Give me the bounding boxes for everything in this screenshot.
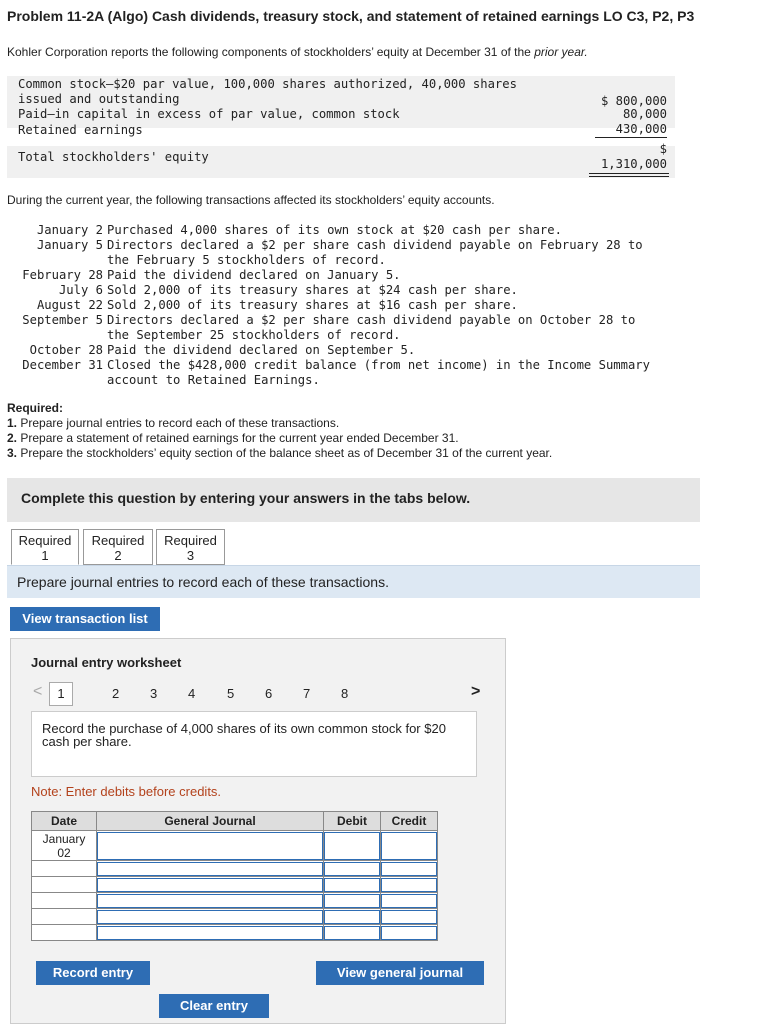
complete-banner: Complete this question by entering your answers in the tabs below.	[7, 478, 700, 522]
equity-row-retained-label: Retained earnings	[18, 123, 143, 137]
equity-row-total-dollar: $	[659, 142, 667, 156]
tx-text: the September 25 stockholders of record.	[107, 328, 401, 342]
debit-input[interactable]	[324, 909, 381, 925]
tx-text: Closed the $428,000 credit balance (from net income) in the Income Summary	[107, 358, 650, 372]
journal-worksheet	[10, 638, 506, 1024]
clear-entry-button[interactable]: Clear entry	[159, 994, 269, 1018]
transaction-list	[7, 223, 727, 393]
tx-date: February 28	[22, 268, 103, 282]
journal-account-input[interactable]	[97, 861, 324, 877]
page-7[interactable]: 7	[303, 686, 311, 701]
tx-date: December 31	[22, 358, 103, 372]
equity-row-common-label-1: Common stock–$20 par value, 100,000 shares authorized, 40,000 shares	[18, 77, 517, 91]
date-cell	[32, 909, 97, 925]
equity-table	[7, 76, 675, 178]
journal-account-input[interactable]	[97, 877, 324, 893]
tx-text: Sold 2,000 of its treasury shares at $16 cash per share.	[107, 298, 518, 312]
tx-text: Directors declared a $2 per share cash dividend payable on February 28 to	[107, 238, 643, 252]
page-4[interactable]: 4	[188, 686, 196, 701]
page-5[interactable]: 5	[227, 686, 235, 701]
credit-input[interactable]	[381, 861, 438, 877]
tx-date: January 2	[36, 223, 103, 237]
date-cell-1: January 02	[32, 831, 97, 861]
tab-instruction-bar: Prepare journal entries to record each of these transactions.	[7, 565, 700, 598]
debit-input[interactable]	[324, 925, 381, 941]
page-6[interactable]: 6	[265, 686, 273, 701]
record-entry-button[interactable]: Record entry	[36, 961, 150, 985]
equity-row-retained-amount: 430,000	[615, 122, 667, 136]
required-section: Required: 1. Prepare journal entries to record each of these transactions. 2. Prepare a statement of retained earnings for the current year ended December 31. 3. Prepare the stockholders’ equity section of the balance sheet as of December 31 of the current year.	[7, 401, 553, 460]
worksheet-title: Journal entry worksheet	[31, 655, 182, 670]
equity-row-common-label-2: issued and outstanding	[18, 92, 180, 106]
tab-required-1[interactable]: Required 1	[11, 529, 79, 565]
tx-text: the February 5 stockholders of record.	[107, 253, 386, 267]
credit-input[interactable]	[381, 831, 438, 861]
during-text: During the current year, the following transactions affected its stockholders’ equity accounts.	[7, 193, 495, 207]
journal-account-input[interactable]	[97, 925, 324, 941]
equity-row-paidin-amount: 80,000	[622, 107, 667, 121]
debit-input[interactable]	[324, 877, 381, 893]
journal-account-input[interactable]	[97, 831, 324, 861]
col-credit-header: Credit	[381, 812, 438, 831]
col-date-header: Date	[32, 812, 97, 831]
view-transaction-list-button[interactable]: View transaction list	[10, 607, 160, 631]
tx-text: Purchased 4,000 shares of its own stock at $20 cash per share.	[107, 223, 562, 237]
next-page-icon[interactable]: >	[471, 683, 481, 700]
debit-input[interactable]	[324, 893, 381, 909]
equity-row-total-amount: 1,310,000	[600, 157, 667, 171]
problem-title: Problem 11-2A (Algo) Cash dividends, treasury stock, and statement of retained earnings LO C3, P2, P3	[7, 8, 695, 24]
page-8[interactable]: 8	[341, 686, 349, 701]
tab-required-3[interactable]: Required 3	[156, 529, 225, 565]
tx-date: October 28	[29, 343, 103, 357]
journal-account-input[interactable]	[97, 909, 324, 925]
page-2[interactable]: 2	[112, 686, 120, 701]
date-cell	[32, 893, 97, 909]
page-3[interactable]: 3	[150, 686, 158, 701]
tab-required-2[interactable]: Required 2	[83, 529, 153, 565]
tx-date: September 5	[22, 313, 103, 327]
col-journal-header: General Journal	[97, 812, 324, 831]
tx-text: Paid the dividend declared on September 5.	[107, 343, 416, 357]
col-debit-header: Debit	[324, 812, 381, 831]
date-cell	[32, 925, 97, 941]
tx-text: Sold 2,000 of its treasury shares at $24 cash per share.	[107, 283, 518, 297]
entry-instruction: Record the purchase of 4,000 shares of its own common stock for $20 cash per share.	[31, 711, 477, 777]
journal-table	[31, 811, 438, 941]
intro-text: Kohler Corporation reports the following components of stockholders’ equity at December 31 of the prior year.	[7, 45, 588, 59]
tx-date: January 5	[36, 238, 103, 252]
equity-row-total-label: Total stockholders' equity	[18, 150, 209, 164]
equity-row-common-amount: $ 800,000	[600, 94, 667, 108]
page-1[interactable]: 1	[49, 682, 73, 706]
date-cell	[32, 877, 97, 893]
tx-text: Paid the dividend declared on January 5.	[107, 268, 401, 282]
credit-input[interactable]	[381, 925, 438, 941]
view-general-journal-button[interactable]: View general journal	[316, 961, 484, 985]
prev-page-icon[interactable]: <	[33, 683, 43, 700]
credit-input[interactable]	[381, 893, 438, 909]
debits-note: Note: Enter debits before credits.	[31, 784, 222, 799]
tx-text: Directors declared a $2 per share cash dividend payable on October 28 to	[107, 313, 636, 327]
equity-row-paidin-label: Paid–in capital in excess of par value, common stock	[18, 107, 400, 121]
debit-input[interactable]	[324, 861, 381, 877]
credit-input[interactable]	[381, 909, 438, 925]
debit-input[interactable]	[324, 831, 381, 861]
journal-account-input[interactable]	[97, 893, 324, 909]
tx-text: account to Retained Earnings.	[107, 373, 320, 387]
tx-date: August 22	[36, 298, 103, 312]
tx-date: July 6	[58, 283, 103, 297]
date-cell	[32, 861, 97, 877]
credit-input[interactable]	[381, 877, 438, 893]
